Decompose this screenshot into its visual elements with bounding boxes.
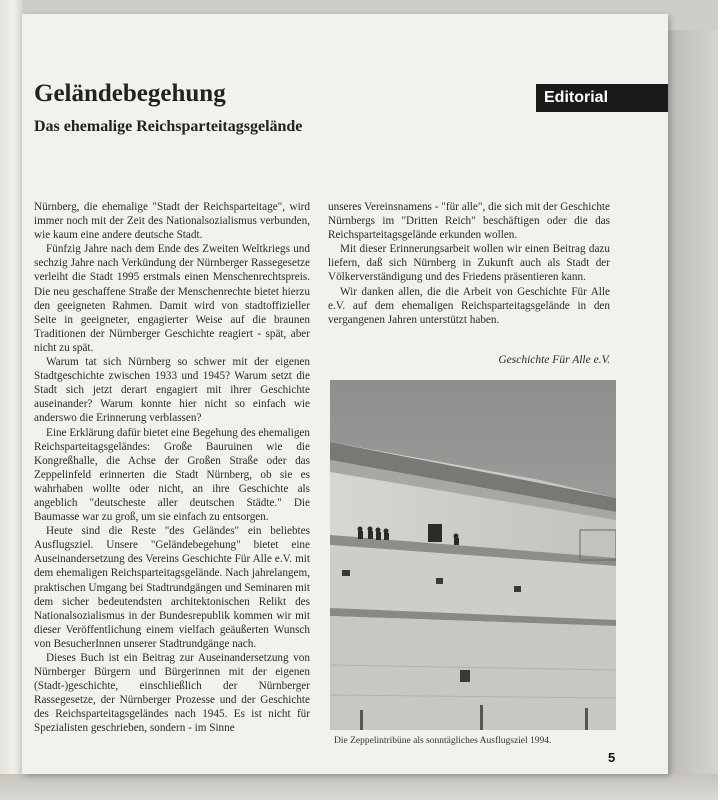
paragraph: Wir danken allen, die die Arbeit von Geschichte Für Alle e.V. auf dem ehemaligen Reichsparteitagsgelände in den vergangenen Jahren unterstützt haben. [328,285,610,326]
paragraph: Fünfzig Jahre nach dem Ende des Zweiten Weltkriegs und sechzig Jahre nach Verkündung der Nürnberger Rassegesetze verleiht die Stadt 1995 erstmals einen Menschenrechtspreis. Die neu geschaffene Straße der Menschenrechte bietet hierzu den geeigneten Rahmen. Damit wird von stadtoffizieller Seite in geeigneter, engagierter Weise auf die braunen Traditionen der Nürnberger Geschichte reagiert - spät, aber nicht zu spät. [34,243,310,354]
book-page [22,14,668,774]
bottom-page-edge [0,774,718,800]
paragraph: unseres Vereinsnamens - "für alle", die sich mit der Geschichte Nürnbergs im "Dritten Reich" beschäftigen oder die das Reichsparteitagsgelände erkunden wollen. [328,201,610,242]
zeppelin-tribune-photo [330,380,616,730]
right-page-edge [668,30,718,800]
signature: Geschichte Für Alle e.V. [498,354,610,366]
paragraph: Nürnberg, die ehemalige "Stadt der Reichsparteitage", wird immer noch mit der Zeit des Nationalsozialismus verbunden, wie kaum eine andere deutsche Stadt. [34,201,310,242]
page-title: Geländebegehung [34,80,226,107]
page-subtitle: Das ehemalige Reichsparteitagsgelände [34,118,303,135]
photo-illustration [330,380,616,730]
left-page-edge [0,0,22,800]
paragraph: Heute sind die Reste "des Geländes" ein beliebtes Ausflugsziel. Unsere "Geländebegehung" bietet eine Auseinandersetzung des Vereins Geschichte Für Alle e.V. mit dem ehemaligen Reichsparteitagsgelände. Nach jahrelangem, praktischen Umgang bei Stadtrundgängen und Seminaren mit dem sicher bedeutendsten architektonischen Relikt des Nationalsozialismus in der Bundesrepublik kommen wir mit dieser Veröffentlichung einem vielfach geäußerten Wunsch von BesucherInnen unserer Stadtrundgänge nach. [34,525,310,650]
photo-caption: Die Zeppelintribüne als sonntägliches Ausflugsziel 1994. [334,736,552,746]
paragraph: Dieses Buch ist ein Beitrag zur Auseinandersetzung von Nürnberger Bürgern und Bürgerinnen mit der eigenen (Stadt-)geschichte, einschließlich der Nürnberger Rassegesetze, der Nürnberger Prozesse und der Geschichte des Reichsparteitagsgeländes nach 1945. Es ist nicht für Spezialisten geschrieben, sondern - im Sinne [34,652,310,735]
page-number: 5 [608,750,616,765]
right-text-column [328,200,610,327]
section-label: Editorial [536,84,668,112]
paragraph: Warum tat sich Nürnberg so schwer mit der eigenen Stadtgeschichte zwischen 1933 und 1945? Warum setzt die Stadt sich jetzt derart engagiert mit ihrer Geschichte auseinander? Warum konnte hier nicht so einfach wie anderswo die Erinnerung verblassen? [34,356,310,425]
left-text-column [34,200,310,736]
paragraph: Eine Erklärung dafür bietet eine Begehung des ehemaligen Reichsparteitagsgeländes: Große Bauruinen wie die Kongreßhalle, die Achse der Großen Straße oder das Zeppelinfeld erinnerten die Stadt Nürnberg, ob sie es wahrhaben wollte oder nicht, an ihre Geschichte als angeblich "deutscheste aller deutschen Städte." Die Baumasse war zu groß, um sie einfach zu entsorgen. [34,426,310,524]
paragraph: Mit dieser Erinnerungsarbeit wollen wir einen Beitrag dazu liefern, daß sich Nürnberg in Zukunft auch als Stadt der Völkerverständigung und des Friedens präsentieren kann. [328,243,610,284]
